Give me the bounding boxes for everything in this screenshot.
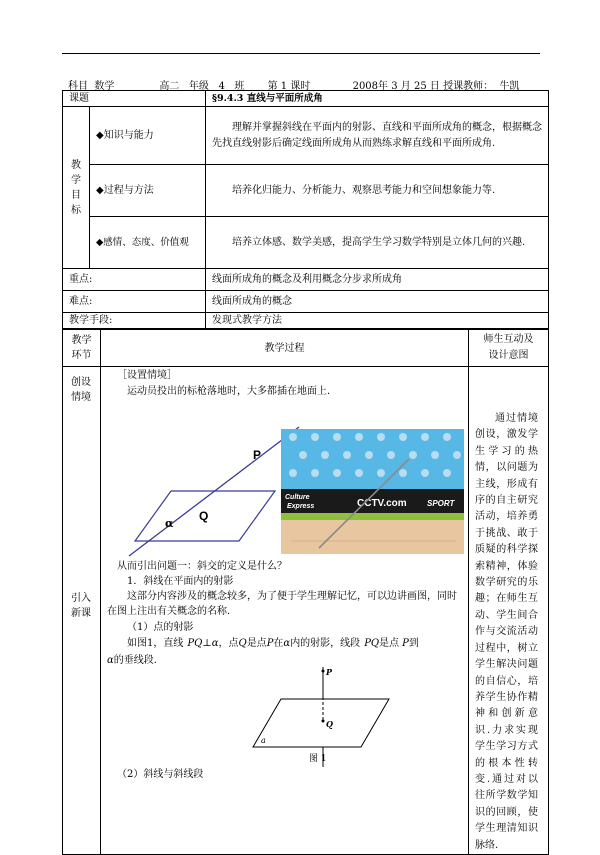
col-note-header: 师生互动及 设计意图 — [469, 330, 549, 367]
date-year: 2008 — [352, 81, 379, 92]
grade-value: 高二 — [159, 81, 180, 92]
goal-text-attitude: 培养立体感、数学美感，提高学生学习数学特别是立体几何的兴趣. — [206, 217, 549, 269]
photo-sport: SPORT — [427, 499, 455, 508]
key-label: 重点: — [63, 269, 206, 291]
figure1-paragraph: 如图1，直线 PQ⊥α，点Q是点P在α内的射影，线段 PQ是点 P到 α的垂线段. — [107, 638, 419, 666]
process-header-row — [63, 330, 549, 367]
subject-label: 科目 — [68, 81, 88, 92]
header-rule — [62, 53, 540, 54]
col-process-header: 教学过程 — [101, 330, 469, 367]
means-row — [63, 313, 549, 329]
goal-text-process: 培养化归能力、分析能力、观察思考能力和空间想象能力等. — [206, 165, 549, 217]
photo-cctv: CCTV.com — [357, 498, 407, 509]
stage-setting: 创设情境 — [71, 377, 91, 403]
goal-label-process: ◆过程与方法 — [90, 165, 206, 217]
label-p: P — [253, 448, 262, 462]
lesson-plan-table — [62, 90, 549, 329]
process-cell — [101, 367, 469, 855]
setting-tag: ［设置情境］ — [117, 370, 177, 381]
figure-1-caption: 图 1 — [309, 754, 327, 764]
goal-row-knowledge — [63, 107, 549, 165]
photo-ground — [281, 520, 464, 554]
fig1-label-p: P — [326, 667, 333, 677]
fig1-label-a: a — [261, 736, 266, 745]
means-text: 发现式教学方法 — [206, 313, 549, 329]
photo-culture: Culture — [285, 494, 310, 501]
section-1-paragraph: 这部分内容涉及的概念较多，为了便于学生理解记忆，可以边讲画图，同时在图上注出有关概念的名称. — [107, 591, 457, 617]
topic-row — [63, 91, 549, 107]
means-label: 教学手段: — [63, 313, 206, 329]
javelin-photo — [281, 429, 464, 554]
goal-row-attitude — [63, 217, 549, 269]
difficult-text: 线面所成角的概念 — [206, 291, 549, 313]
section-1-title: 1．斜线在平面内的射影 — [127, 576, 234, 587]
goals-label: 教学目标 — [63, 107, 90, 269]
photo-express: Express — [287, 503, 315, 510]
fig1-label-q: Q — [326, 719, 333, 729]
photo-crowd-bg — [281, 429, 464, 489]
col-stage-header: 教学环节 — [63, 330, 101, 367]
question-one: 从而引出问题一：斜交的定义是什么？ — [117, 561, 287, 572]
header-info: 科目 数学 高二 年级 4 班 第 1 课时 2008年 3 月 25 日 授课教师： 牛凯 — [68, 77, 523, 92]
teacher-label: 授课教师： — [443, 81, 494, 92]
figure1-plane — [253, 699, 389, 747]
goal-row-process — [63, 165, 549, 217]
lesson: 第 1 课时 — [267, 81, 311, 92]
point-q — [322, 720, 325, 723]
stage-cell — [63, 367, 101, 855]
javelin-sentence: 运动员投出的标枪落地时，大多都插在地面上. — [127, 386, 331, 397]
photo-grass — [281, 513, 464, 520]
oblique-title: （2）斜线与斜线段 — [117, 769, 204, 780]
subject-value: 数学 — [94, 81, 115, 92]
goal-text-knowledge: 理解并掌握斜线在平面内的射影、直线和平面所成角的概念，根据概念先找直线射影后确定线面所成角从而熟练求解直线和平面所成角. — [206, 107, 549, 165]
point-p — [322, 670, 325, 673]
topic-label: 课题 — [63, 91, 206, 107]
label-alpha: α — [165, 517, 174, 530]
topic-title: §9.4.3 直线与平面所成角 — [206, 91, 549, 107]
label-q: Q — [199, 509, 209, 523]
class-label: 班 — [234, 81, 245, 92]
note-cell — [469, 367, 549, 855]
point-projection-title: （1）点的射影 — [127, 622, 194, 633]
goal-label-attitude: ◆感情、态度、价值观 — [90, 217, 206, 269]
process-body-row — [63, 367, 549, 855]
stage-new-lesson: 引入新课 — [71, 593, 91, 619]
goal-label-knowledge: ◆知识与能力 — [90, 107, 206, 165]
key-row — [63, 269, 549, 291]
class-value: 4 — [218, 81, 225, 92]
difficult-row — [63, 291, 549, 313]
grade-label: 年级 — [188, 81, 209, 92]
process-table — [62, 329, 549, 855]
design-intent: 通过情境创设，激发学生学习的热情，以问题为主线，形成有序的自主研究活动，培养勇于挑战、敢于质疑的科学探索精神，体验数学研究的乐趣；在师生互动、学生间合作与交流活动过程中，树立学生解决问题的自信心，培养学生协作精神和创新意识.力求实现学生学习方式的根本性转变.通过对以往所学数学知识的回顾，使学生理清知识脉络. — [475, 413, 538, 851]
teacher-name: 牛凯 — [499, 81, 520, 92]
key-text: 线面所成角的概念及利用概念分步求所成角 — [206, 269, 549, 291]
difficult-label: 难点: — [63, 291, 206, 313]
